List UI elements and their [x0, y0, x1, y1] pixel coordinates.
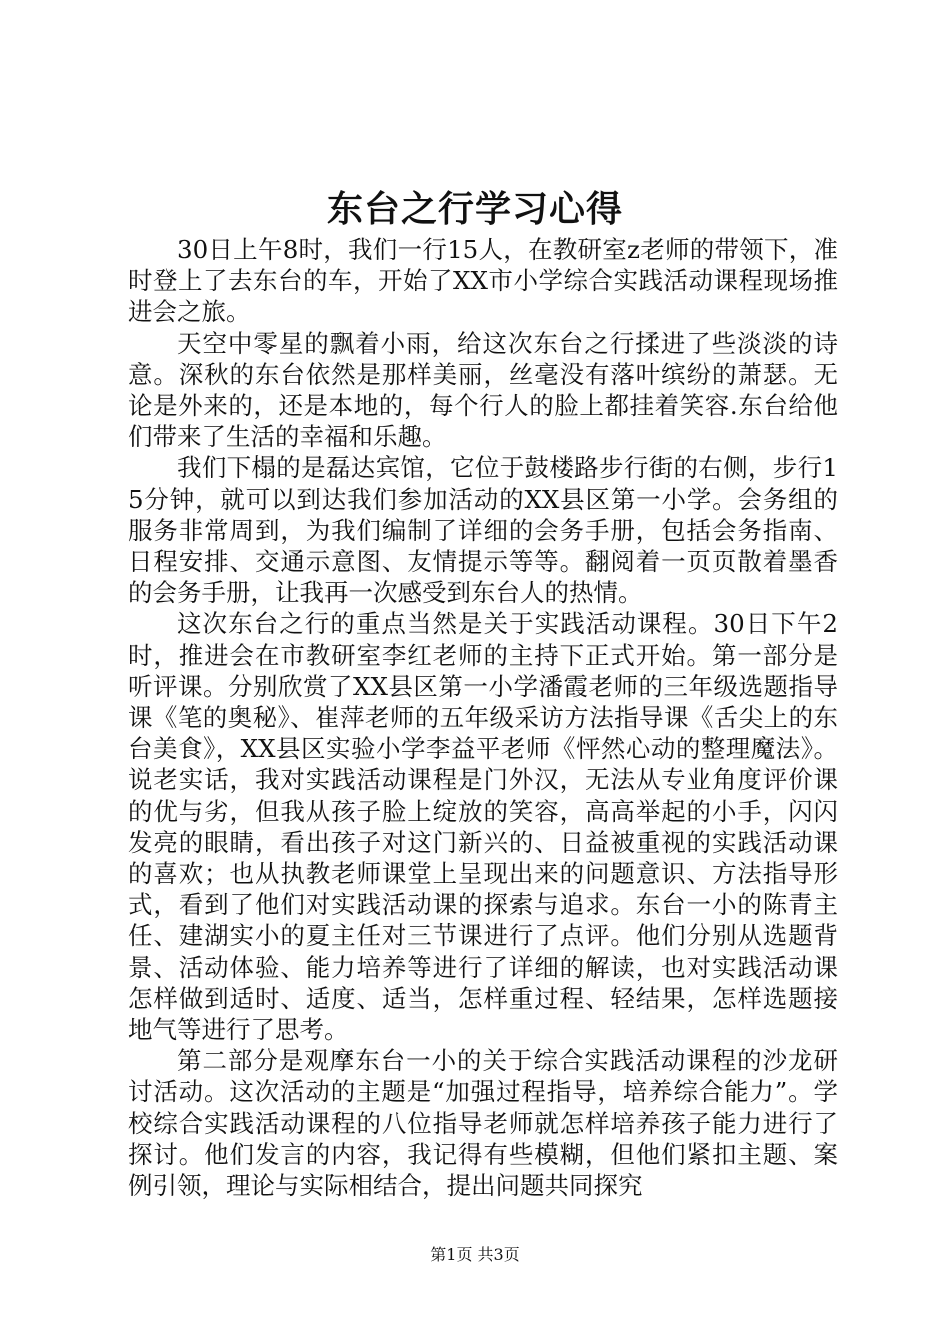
paragraph: 30日上午8时，我们一行15人，在教研室z老师的带领下，准时登上了去东台的车，开始了XX市小学综合实践活动课程现场推进会之旅。 — [128, 235, 838, 327]
paragraph: 第二部分是观摩东台一小的关于综合实践活动课程的沙龙研讨活动。这次活动的主题是“加强过程指导，培养综合能力”。学校综合实践活动课程的八位指导老师就怎样培养孩子能力进行了探讨。他们发言的内容，我记得有些模糊，但他们紧扣主题、案例引领，理论与实际相结合，提出问题共同探究 — [128, 1046, 838, 1201]
paragraph: 天空中零星的飘着小雨，给这次东台之行揉进了些淡淡的诗意。深秋的东台依然是那样美丽，丝毫没有落叶缤纷的萧瑟。无论是外来的，还是本地的，每个行人的脸上都挂着笑容.东台给他们带来了生活的幸福和乐趣。 — [128, 328, 838, 452]
paragraph: 我们下榻的是磊达宾馆，它位于鼓楼路步行街的右侧，步行15分钟，就可以到达我们参加活动的XX县区第一小学。会务组的服务非常周到，为我们编制了详细的会务手册，包括会务指南、日程安排、交通示意图、友情提示等等。翻阅着一页页散着墨香的会务手册，让我再一次感受到东台人的热情。 — [128, 453, 838, 608]
paragraph: 这次东台之行的重点当然是关于实践活动课程。30日下午2时，推进会在市教研室李红老师的主持下正式开始。第一部分是听评课。分别欣赏了XX县区第一小学潘霞老师的三年级选题指导课《笔的奥秘》、崔萍老师的五年级采访方法指导课《舌尖上的东台美食》，XX县区实验小学李益平老师《怦然心动的整理魔法》。说老实话，我对实践活动课程是门外汉，无法从专业角度评价课的优与劣，但我从孩子脸上绽放的笑容，高高举起的小手，闪闪发亮的眼睛，看出孩子对这门新兴的、日益被重视的实践活动课的喜欢；也从执教老师课堂上呈现出来的问题意识、方法指导形式，看到了他们对实践活动课的探索与追求。东台一小的陈青主任、建湖实小的夏主任对三节课进行了点评。他们分别从选题背景、活动体验、能力培养等进行了详细的解读，也对实践活动课怎样做到适时、适度、适当，怎样重过程、轻结果，怎样选题接地气等进行了思考。 — [128, 609, 838, 1045]
page-number-footer: 第1页 共3页 — [430, 1245, 520, 1264]
document-title: 东台之行学习心得 — [326, 188, 623, 230]
document-body — [128, 234, 838, 1201]
